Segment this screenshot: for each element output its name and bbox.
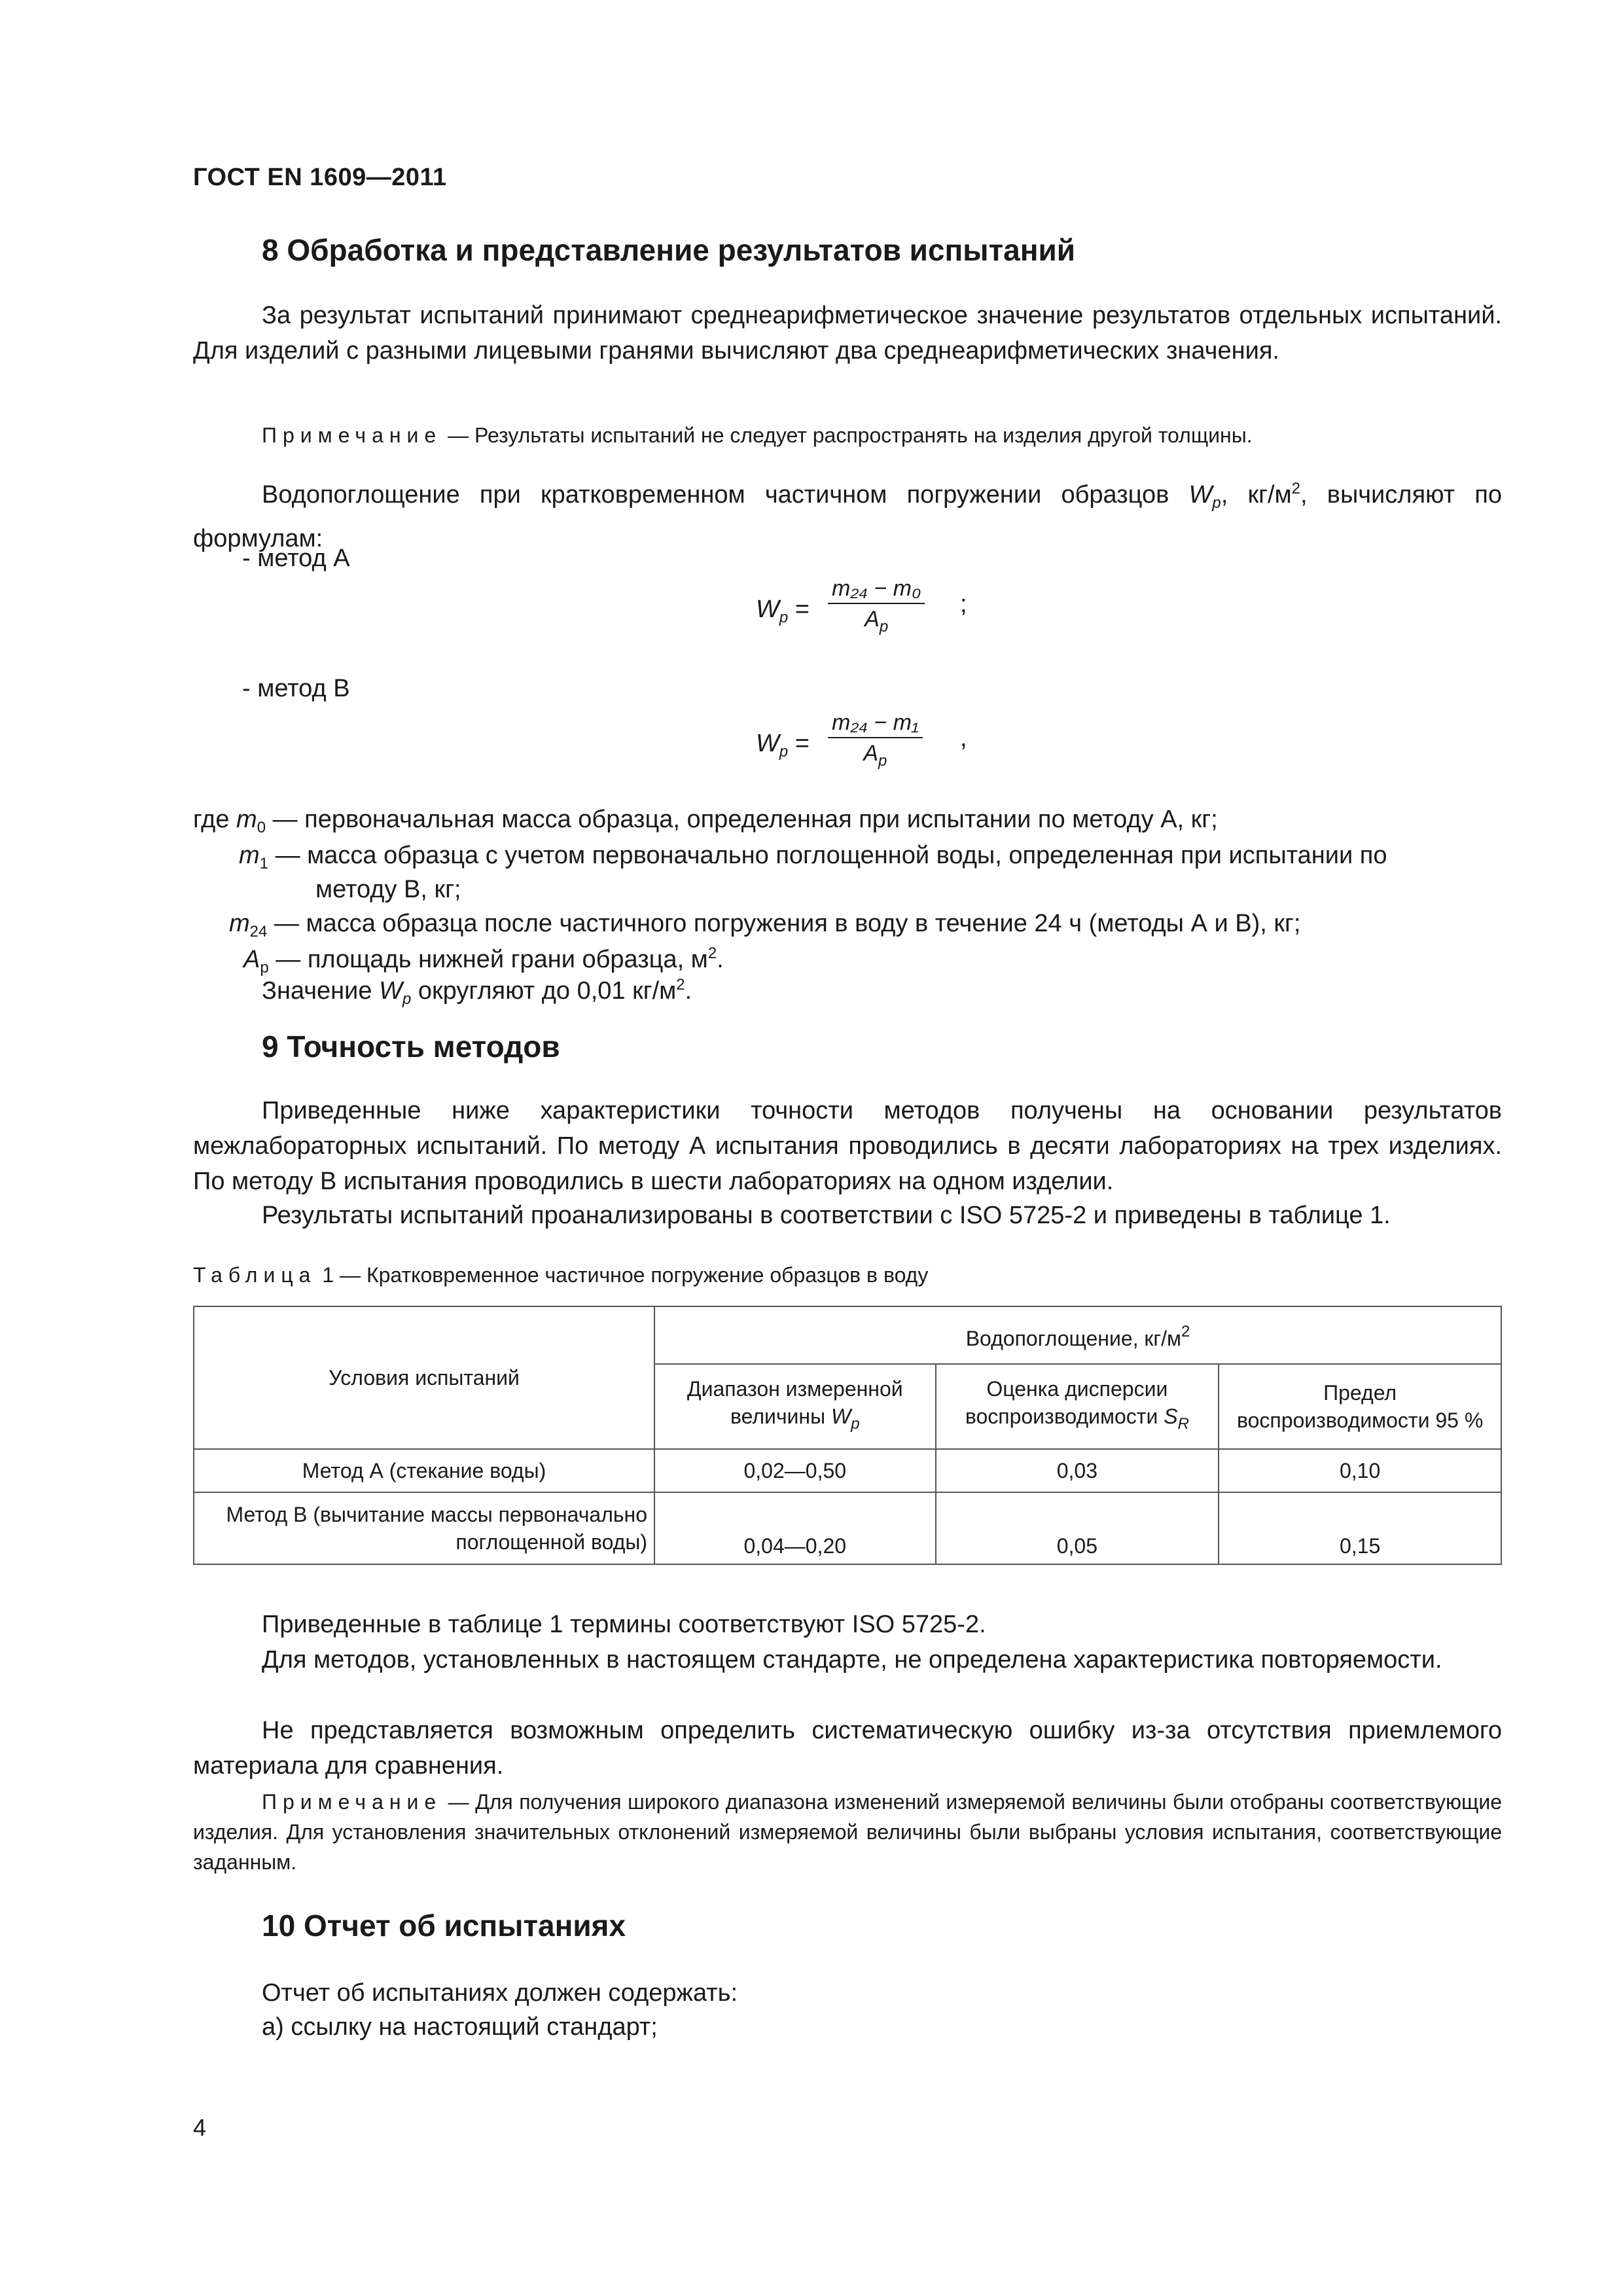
page-number: 4 bbox=[193, 2114, 207, 2141]
formula-a-lhs-sub: p bbox=[779, 609, 789, 626]
formula-b bbox=[756, 710, 1149, 795]
formula-b-lhs-sub: p bbox=[779, 743, 789, 761]
formula-a-numerator: m₂₄ − m₀ bbox=[828, 576, 925, 604]
method-a-label: - метод А bbox=[242, 545, 350, 572]
s8-note bbox=[193, 420, 1502, 450]
def-text: — площадь нижней грани образца, м bbox=[268, 946, 708, 973]
s9-paragraph-4: Для методов, установленных в настоящем стандарте, не определена характеристика повторяемости. bbox=[262, 1646, 1442, 1674]
def-sup: 2 bbox=[707, 944, 717, 962]
header-range-symbol: W bbox=[830, 1405, 851, 1428]
s9-paragraph-5: Не представляется возможным определить систематическую ошибку из-за отсутствия приемлемого материала для сравнения. bbox=[193, 1717, 1502, 1780]
def-symbol: m bbox=[236, 806, 257, 833]
def-sub: 24 bbox=[249, 923, 268, 941]
rounding-note bbox=[262, 967, 692, 1017]
header-range-text: Диапазон измеренной величины bbox=[687, 1377, 903, 1428]
round-end: . bbox=[685, 977, 692, 1005]
def-text: — первоначальная масса образца, определенная при испытании по методу А, кг; bbox=[266, 806, 1218, 833]
cell-condition: Метод В (вычитание массы первоначально поглощенной воды) bbox=[194, 1492, 654, 1564]
standard-header: ГОСТ EN 1609—2011 bbox=[193, 164, 447, 191]
section-10-title: 10 Отчет об испытаниях bbox=[262, 1909, 626, 1943]
s10-item-a: а) ссылку на настоящий стандарт; bbox=[262, 2013, 658, 2041]
cell-condition: Метод А (стекание воды) bbox=[194, 1449, 654, 1492]
section-8-title: 8 Обработка и представление результатов испытаний bbox=[262, 233, 1076, 267]
def-symbol: A bbox=[243, 946, 260, 973]
table-row bbox=[194, 1492, 1501, 1564]
p2-text-b: , кг/м bbox=[1221, 481, 1292, 509]
round-sup: 2 bbox=[676, 976, 685, 994]
round-text-a: Значение bbox=[262, 977, 380, 1005]
formula-b-lhs: W bbox=[756, 730, 779, 757]
formula-b-denominator: A bbox=[863, 741, 879, 766]
formula-b-numerator: m₂₄ − m₁ bbox=[828, 710, 923, 738]
def-end: . bbox=[717, 946, 724, 973]
formula-a bbox=[756, 576, 1149, 661]
results-table bbox=[193, 1306, 1502, 1565]
section-9-title: 9 Точность методов bbox=[262, 1030, 560, 1064]
def-symbol: m bbox=[239, 842, 260, 869]
p2-text-c: , вычисляют по формулам: bbox=[193, 481, 1502, 552]
cell-dispersion: 0,05 bbox=[936, 1492, 1219, 1564]
formula-b-tail: , bbox=[960, 725, 967, 752]
formula-b-fraction bbox=[828, 710, 923, 770]
cell-limit: 0,15 bbox=[1219, 1492, 1501, 1564]
header-dispersion-text: Оценка дисперсии воспроизводимости bbox=[965, 1377, 1168, 1428]
p2-text-a: Водопоглощение при кратковременном частичном погружении образцов bbox=[262, 481, 1189, 509]
group-header-text: Водопоглощение, кг/м bbox=[965, 1327, 1181, 1350]
header-dispersion bbox=[936, 1364, 1219, 1449]
s9-paragraph-2: Результаты испытаний проанализированы в соответствии с ISO 5725-2 и приведены в таблице 1. bbox=[262, 1202, 1391, 1229]
def-sub: 0 bbox=[257, 819, 266, 836]
note-text: — Результаты испытаний не следует распространять на изделия другой толщины. bbox=[442, 423, 1253, 447]
formula-b-eq: = bbox=[788, 730, 810, 757]
formula-a-denominator: A bbox=[865, 607, 880, 632]
p2-sup: 2 bbox=[1291, 480, 1301, 497]
table-row bbox=[194, 1449, 1501, 1492]
group-header-sup: 2 bbox=[1181, 1323, 1190, 1340]
def-text: — масса образца с учетом первоначально поглощенной воды, определенная при испытании по bbox=[268, 842, 1387, 869]
formula-a-den-sub: p bbox=[879, 618, 889, 636]
def-text: — масса образца после частичного погружения в воду в течение 24 ч (методы А и В), кг; bbox=[267, 910, 1301, 937]
def-symbol: m bbox=[229, 910, 250, 937]
note-text: — Для получения широкого диапазона изменений измеряемой величины были отобраны соответствующие изделия. Для установления значительных отклонений измеряемой величины были выбраны условия испытания, соответствующие заданным. bbox=[193, 1790, 1502, 1874]
s10-paragraph-1: Отчет об испытаниях должен содержать: bbox=[262, 1979, 738, 2007]
cell-dispersion: 0,03 bbox=[936, 1449, 1219, 1492]
header-range-sub: p bbox=[851, 1415, 860, 1433]
formula-a-fraction bbox=[828, 576, 925, 636]
table-label: Таблица bbox=[193, 1263, 317, 1287]
formula-a-lhs: W bbox=[756, 596, 779, 623]
note-label: Примечание bbox=[262, 1790, 442, 1814]
round-symbol: W bbox=[379, 977, 402, 1005]
s9-note bbox=[193, 1787, 1502, 1877]
cell-range: 0,02—0,50 bbox=[654, 1449, 935, 1492]
s9-paragraph-1: Приведенные ниже характеристики точности методов получены на основании результатов межлабораторных испытаний. По методу А испытания проводились в десяти лабораториях на трех изделиях. По методу В испытания проводились в шести лабораториях на одном изделии. bbox=[193, 1097, 1502, 1195]
symbol-sub: p bbox=[1212, 494, 1221, 512]
header-limit: Предел воспроизводимости 95 % bbox=[1219, 1364, 1501, 1449]
s9-paragraph-3: Приведенные в таблице 1 термины соответствуют ISO 5725-2. bbox=[262, 1611, 986, 1638]
note-label: Примечание bbox=[262, 423, 442, 447]
def-sub: 1 bbox=[259, 855, 269, 872]
round-sub: p bbox=[402, 990, 412, 1008]
header-conditions: Условия испытаний bbox=[194, 1306, 654, 1449]
symbol-w: W bbox=[1188, 481, 1213, 509]
s8-paragraph-2 bbox=[193, 471, 1502, 556]
def-prefix: где bbox=[193, 806, 237, 833]
round-text-b: округляют до 0,01 кг/м bbox=[411, 977, 677, 1005]
formula-a-eq: = bbox=[788, 596, 810, 623]
header-dispersion-symbol: S bbox=[1164, 1405, 1178, 1428]
cell-limit: 0,10 bbox=[1219, 1449, 1501, 1492]
table-caption bbox=[193, 1263, 928, 1287]
cell-range: 0,04—0,20 bbox=[654, 1492, 935, 1564]
def-sub: p bbox=[260, 959, 269, 977]
table-caption-text: 1 — Кратковременное частичное погружение образцов в воду bbox=[316, 1263, 929, 1287]
header-water-absorption bbox=[654, 1306, 1501, 1364]
s8-paragraph-1: За результат испытаний принимают среднеарифметическое значение результатов отдельных испытаний. Для изделий с разными лицевыми гранями вычисляют два среднеарифметических значения. bbox=[193, 302, 1502, 365]
formula-b-den-sub: p bbox=[878, 752, 887, 770]
method-b-label: - метод В bbox=[242, 675, 350, 702]
header-range bbox=[654, 1364, 935, 1449]
definition-m1-continued: методу В, кг; bbox=[315, 876, 461, 903]
formula-a-tail: ; bbox=[960, 590, 967, 618]
header-dispersion-sub: R bbox=[1177, 1415, 1189, 1433]
